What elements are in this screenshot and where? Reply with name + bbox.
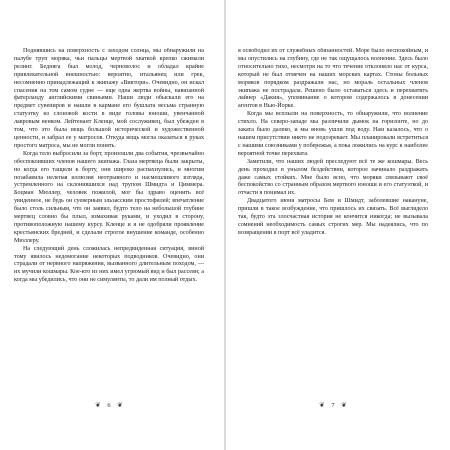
ornament-icon: ❦ xyxy=(319,402,325,409)
left-page-number xyxy=(14,401,204,409)
right-paragraph-3: Заметили, что наших людей преследуют всё те же кошмары. Весь день проходил в унылом бездействии, которое начинало раздражать даже самых стойких. Мне было ясно, что моряки связывают своё беспокойство со странным образом мертвого юноши и его статуэткой, и отчасти я понимал их. xyxy=(238,158,428,197)
left-paragraph-3: На следующий день сложилась непредвиденная ситуация, виной тому явилось недомогание некоторых подводников. Очевидно, они страдали от нервного напряжения, вызванного длительным походом, — их мучили кошмары. Кое-кто из них имел угрюмый вид и был рассеян; а когда мы убедились, что они не симулянты, то дали им полный отдых. xyxy=(14,245,204,284)
ornament-icon: ❦ xyxy=(117,402,123,409)
ornament-icon: ❦ xyxy=(341,402,347,409)
right-paragraph-2: Когда мы всплыли на поверхность, то обнаружили, что волнение стихло. На северо-западе мы различили дымок на горизонте, но до заката было далеко, и мы вновь ушли под воду. Нам казалось, что о нашем присутствии никто не подозревает. Мы планировали встретиться с нашими союзниками у побережья, а пока ложились на курс к наиболее вероятной точке перехвата. xyxy=(238,111,428,157)
ornament-icon: ❦ xyxy=(95,402,101,409)
right-paragraph-4: Двадцатого июня матросы Бем и Шмидт, заболевшие накануне, пришли в такое возбуждение, что пришлось их связать. Всё выглядело так, будто эта злосчастная история не кончится никогда; не вызывала сомнений необходимость самых строгих мер. Мы надеялись, что по возвращении в порт всё уладится. xyxy=(238,198,428,236)
left-paragraph-2: Когда тело выбросили за борт, произошли два события, чрезвычайно обеспокоивших членов нашего экипажа. Глаза мертвеца были закрыты, но когда его тащили к борту, они широко распахнулись, и многим позабавила нелепая иллюзия неотрывного и насмешливого взгляда, устремленного на склонившихся над трупом Шмидта и Циммера. Боцман Мюллер, человек пожилой, мог бы здраво оценить всё увиденное, не будь он суеверным эльзасским простофилей; впечатление было столь сильным, что он заявил, будто тело на небольшой глубине мертвец словно бы плыл, взмахивая руками, и уходил в сторону, противоположную нашему курсу. Кленце и я не одобряли проявление крестьянских бредней, и сделали строгое внушение команде, особенно Мюллеру. xyxy=(14,150,204,244)
left-page xyxy=(14,48,204,398)
left-folio-number: 6 xyxy=(107,402,111,409)
right-page xyxy=(238,48,428,398)
right-page-number xyxy=(238,401,428,409)
book-gutter xyxy=(224,0,226,450)
right-paragraph-1: я освободил их от служебных обязанностей. Море было неспокойным, и мы опустились на глубину, где не так ощущалось волнение. Здесь было относительно тихо, несмотря на то что течение отклоняло нас от курса, который не был отмечен на наших морских картах. Стоны больных моряков порядком раздражали нас, но мораль остальных членов экипажа не пострадала. Решено было оставаться здесь и перехватить лайнер «Дакия», упоминание о котором содержалось в донесении агентов в Нью-Йорке. xyxy=(238,48,428,110)
right-folio-number: 7 xyxy=(331,402,335,409)
left-paragraph-1: Поднявшись на поверхность с заходом солнца, мы обнаружили на палубе труп моряка, чьи пальцы мертвой хваткой крепко сжимали релинг. Бедняга был молод, черноволос и обладал крайне привлекательной внешностью: вероятно, итальянец или грек, несомненно принадлежащий к экипажу «Виктори». Очевидно, он искал спасения на том самом судне — еще одна жертва войны, навязанной фатерланду английскими свиньями. Наши люди обыскали его на предмет сувениров и нашли в кармане его бушлата весьма странную статуэтку из слоновой кости в виде головы юноши, увенчанной лавровым венком. Лейтенант Кленце, мой сослуживец, был убежден в том, что это была вещь большой исторической и художественной ценности, и забрал ее у матросов. Откуда вещь могла оказаться в руках простого матроса, мы не могли понять. xyxy=(14,48,204,149)
